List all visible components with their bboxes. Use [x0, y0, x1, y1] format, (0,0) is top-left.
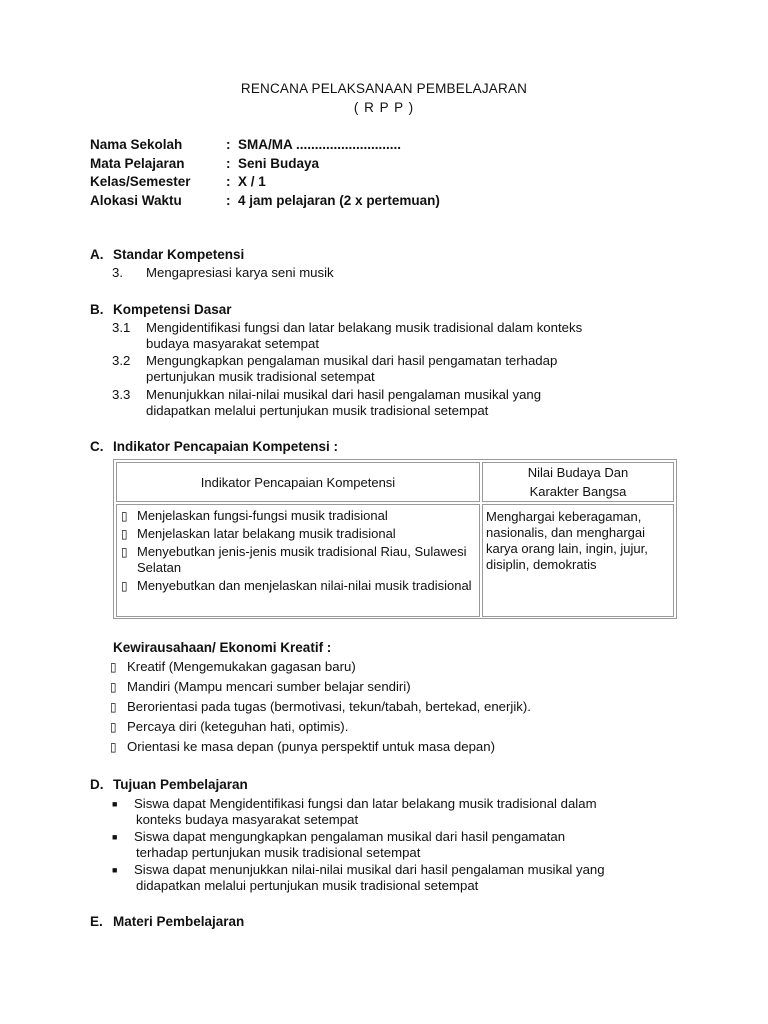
info-colon: : [226, 174, 231, 189]
info-colon: : [226, 155, 231, 171]
list-item [110, 719, 348, 734]
section-title: Standar Kompetensi [113, 247, 245, 262]
bullet-icon: ▯ [110, 700, 117, 714]
list-item [110, 659, 356, 674]
indicator-text: Menyebutkan jenis-jenis musik tradisional Riau, Sulawesi Selatan [137, 544, 467, 575]
section-letter: C. [90, 439, 104, 454]
bullet-icon: ■ [112, 865, 118, 875]
item-text-line: terhadap pertunjukan musik tradisional setempat [136, 845, 421, 860]
info-value: SMA/MA ............................ [238, 137, 402, 152]
item-number: 3.2 [112, 353, 131, 368]
bullet-icon: ▯ [110, 740, 117, 754]
table-header-values [482, 462, 674, 502]
item-text: Kreatif (Mengemukakan gagasan baru) [127, 659, 356, 674]
item-text-line: Siswa dapat menunjukkan nilai-nilai musikal dari hasil pengalaman musikal yang [134, 862, 605, 877]
indicator-text: Menyebutkan dan menjelaskan nilai-nilai musik tradisional [137, 578, 472, 593]
table-header-indicator [116, 462, 480, 502]
indicator-text: Menjelaskan latar belakang musik tradisional [137, 526, 396, 541]
section-title: Kompetensi Dasar [113, 302, 232, 317]
indicator-table [113, 459, 677, 619]
values-text: Menghargai keberagaman, nasionalis, dan menghargai karya orang lain, ingin, jujur, disiplin, demokratis [486, 509, 648, 572]
item-text-line: Siswa dapat mengungkapkan pengalaman musikal dari hasil pengamatan [134, 829, 566, 844]
list-item [121, 508, 475, 524]
document-subtitle: ( R P P ) [353, 100, 415, 115]
item-text-line: Menunjukkan nilai-nilai musikal dari hasil pengalaman musikal yang [146, 387, 542, 402]
entrepreneurship-heading: Kewirausahaan/ Ekonomi Kreatif : [113, 640, 332, 655]
section-letter: E. [90, 914, 103, 929]
item-number: 3.1 [112, 320, 131, 335]
standard-item [112, 265, 672, 281]
competency-item [112, 353, 672, 385]
item-text-line: Mengidentifikasi fungsi dan latar belakang musik tradisional dalam konteks [146, 320, 583, 335]
section-letter: D. [90, 777, 104, 792]
list-item [110, 699, 531, 714]
info-value: Seni Budaya [238, 155, 320, 171]
section-title: Indikator Pencapaian Kompetensi : [113, 439, 339, 454]
list-item [110, 679, 411, 694]
bullet-icon: ▯ [121, 579, 128, 593]
table-cell-indicators [116, 504, 480, 617]
bullet-icon: ■ [112, 799, 118, 809]
competency-item [112, 387, 672, 419]
document-title: RENCANA PELAKSANAAN PEMBELAJARAN [240, 81, 528, 96]
item-text: Mengapresiasi karya seni musik [146, 265, 334, 280]
info-value: X / 1 [238, 174, 266, 189]
list-item [110, 739, 495, 754]
item-number: 3.3 [112, 387, 131, 402]
item-text: Mandiri (Mampu mencari sumber belajar sendiri) [127, 679, 411, 694]
section-c-heading [90, 439, 338, 454]
section-b-heading [90, 302, 232, 317]
list-item [121, 544, 475, 576]
table-cell-values [482, 504, 674, 617]
section-d-heading [90, 777, 248, 792]
item-text-line: Siswa dapat Mengidentifikasi fungsi dan latar belakang musik tradisional dalam [134, 796, 597, 811]
info-label: Nama Sekolah [90, 137, 183, 152]
item-text: Berorientasi pada tugas (bermotivasi, tekun/tabah, bertekad, enerjik). [127, 699, 531, 714]
info-label: Alokasi Waktu [90, 192, 182, 208]
header-text: Nilai Budaya Dan [527, 465, 629, 480]
item-text-line: konteks budaya masyarakat setempat [136, 812, 359, 827]
competency-item [112, 320, 672, 352]
item-number: 3. [112, 265, 123, 280]
list-item [121, 526, 475, 542]
bullet-icon: ▯ [110, 680, 117, 694]
indicator-text: Menjelaskan fungsi-fungsi musik tradisional [137, 508, 388, 523]
bullet-icon: ▯ [121, 509, 128, 523]
info-label: Mata Pelajaran [90, 155, 185, 171]
item-text-line: budaya masyarakat setempat [146, 336, 319, 351]
objective-item [112, 829, 672, 861]
list-item [121, 578, 475, 594]
info-value: 4 jam pelajaran (2 x pertemuan) [238, 192, 440, 208]
bullet-icon: ▯ [121, 545, 128, 559]
section-letter: B. [90, 302, 104, 317]
section-title: Materi Pembelajaran [113, 914, 245, 929]
item-text: Orientasi ke masa depan (punya perspektif untuk masa depan) [127, 739, 495, 754]
section-title: Tujuan Pembelajaran [113, 777, 248, 792]
bullet-icon: ▯ [110, 660, 117, 674]
header-text: Indikator Pencapaian Kompetensi [200, 474, 396, 490]
section-a-heading [90, 247, 244, 262]
item-text-line: pertunjukan musik tradisional setempat [146, 369, 375, 384]
bullet-icon: ▯ [121, 527, 128, 541]
bullet-icon: ■ [112, 832, 118, 842]
item-text-line: didapatkan melalui pertunjukan musik tradisional setempat [136, 878, 479, 893]
info-label: Kelas/Semester [90, 174, 191, 189]
info-colon: : [226, 192, 231, 208]
item-text: Percaya diri (keteguhan hati, optimis). [127, 719, 349, 734]
objective-item [112, 796, 672, 828]
section-letter: A. [90, 247, 104, 262]
objective-item [112, 862, 672, 894]
item-text-line: didapatkan melalui pertunjukan musik tradisional setempat [146, 403, 489, 418]
item-text-line: Mengungkapkan pengalaman musikal dari hasil pengamatan terhadap [146, 353, 558, 368]
header-text: Karakter Bangsa [529, 484, 627, 499]
section-e-heading [90, 914, 244, 929]
info-colon: : [226, 137, 231, 152]
bullet-icon: ▯ [110, 720, 117, 734]
